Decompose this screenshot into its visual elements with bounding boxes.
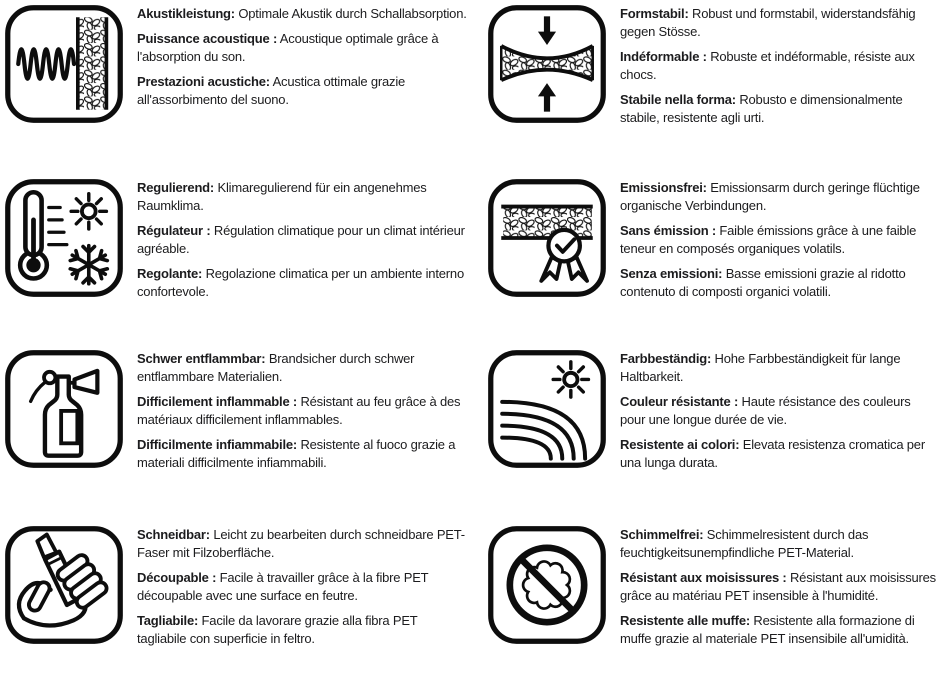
feature-card-emission — [468, 170, 936, 340]
paragraph-fr: Sans émission : Faible émissions grâce à une faible teneur en composés organiques volatils. — [620, 223, 917, 256]
paragraph-it: Difficilmente infiammabile: Resistente al fuoco grazie a materiali difficilmente infiammabili. — [137, 437, 456, 470]
label-fr: Résistant aux moisissures : — [620, 570, 787, 585]
feature-card-shape-stability — [468, 0, 936, 170]
label-it: Regolante: — [137, 266, 203, 281]
label-it: Prestazioni acustiche: — [137, 74, 270, 89]
label-de: Schimmelfrei: — [620, 527, 704, 542]
label-fr: Puissance acoustique : — [137, 31, 278, 46]
label-de: Akustikleistung: — [137, 6, 235, 21]
feature-text-climate — [137, 177, 468, 308]
paragraph-it: Prestazioni acustiche: Acustica ottimale grazie all'assorbimento del suono. — [137, 74, 406, 107]
label-it: Resistente ai colori: — [620, 437, 740, 452]
paragraph-de: Akustikleistung: Optimale Akustik durch Schallabsorption. — [137, 6, 467, 21]
paragraph-fr: Résistant aux moisissures : Résistant aux moisissures grâce au matériau PET insensible à l'humidité. — [620, 570, 936, 603]
paragraph-fr: Couleur résistante : Haute résistance des couleurs pour une longue durée de vie. — [620, 394, 911, 427]
paragraph-de: Schimmelfrei: Schimmelresistent durch das feuchtigkeitsunempfindliche PET-Material. — [620, 527, 869, 560]
compression-resistance-icon — [486, 3, 608, 125]
label-it: Stabile nella forma: — [620, 92, 736, 107]
feature-card-acoustic — [0, 0, 468, 170]
label-it: Difficilmente infiammabile: — [137, 437, 298, 452]
color-fastness-icon — [486, 348, 608, 470]
feature-card-colorfast — [468, 340, 936, 510]
feature-text-cuttable — [137, 524, 468, 655]
low-emission-certificate-icon — [486, 177, 608, 299]
paragraph-it: Regolante: Regolazione climatica per un ambiente interno confortevole. — [137, 266, 464, 299]
paragraph-de: Schwer entflammbar: Brandsicher durch schwer entflammbare Materialien. — [137, 351, 415, 384]
feature-text-emission — [620, 177, 936, 308]
climate-regulation-icon — [3, 177, 125, 299]
label-it: Tagliabile: — [137, 613, 199, 628]
label-fr: Découpable : — [137, 570, 217, 585]
paragraph-de: Emissionsfrei: Emissionsarm durch geringe flüchtige organische Verbindungen. — [620, 180, 920, 213]
label-de: Schneidbar: — [137, 527, 210, 542]
feature-text-mold — [620, 524, 936, 655]
cutter-hand-icon — [3, 524, 125, 646]
label-de: Formstabil: — [620, 6, 689, 21]
label-it: Resistente alle muffe: — [620, 613, 750, 628]
paragraph-fr: Découpable : Facile à travailler grâce à la fibre PET découpable avec une surface en feutre. — [137, 570, 429, 603]
label-fr: Indéformable : — [620, 49, 707, 64]
feature-card-cuttable — [0, 510, 468, 680]
feature-text-shape-stability — [620, 3, 936, 134]
paragraph-it: Resistente ai colori: Elevata resistenza cromatica per una lunga durata. — [620, 437, 925, 470]
paragraph-it: Tagliabile: Facile da lavorare grazie alla fibra PET tagliabile con superficie in feltro. — [137, 613, 418, 646]
paragraph-it: Stabile nella forma: Robusto e dimensionalmente stabile, resistente agli urti. — [620, 92, 903, 125]
paragraph-it: Resistente alle muffe: Resistente alla formazione di muffe grazie al materiale PET insensibile all'umidità. — [620, 613, 915, 646]
no-mold-icon — [486, 524, 608, 646]
label-it: Senza emissioni: — [620, 266, 723, 281]
label-fr: Sans émission : — [620, 223, 716, 238]
label-de: Farbbeständig: — [620, 351, 712, 366]
paragraph-de: Regulierend: Klimaregulierend für ein angenehmes Raumklima. — [137, 180, 427, 213]
paragraph-de: Schneidbar: Leicht zu bearbeiten durch schneidbare PET-Faser mit Filzoberfläche. — [137, 527, 465, 560]
paragraph-fr: Difficilement inflammable : Résistant au feu grâce à des matériaux difficilement inflammables. — [137, 394, 461, 427]
feature-text-colorfast — [620, 348, 936, 479]
paragraph-it: Senza emissioni: Basse emissioni grazie al ridotto contenuto di composti organici volatili. — [620, 266, 906, 299]
paragraph-de: Formstabil: Robust und formstabil, widerstandsfähig gegen Stösse. — [620, 6, 916, 39]
label-de: Emissionsfrei: — [620, 180, 707, 195]
label-de: Schwer entflammbar: — [137, 351, 266, 366]
feature-card-flame — [0, 340, 468, 510]
paragraph-fr: Indéformable : Robuste et indéformable, résiste aux chocs. — [620, 49, 915, 82]
label-fr: Difficilement inflammable : — [137, 394, 298, 409]
label-fr: Couleur résistante : — [620, 394, 739, 409]
feature-text-flame — [137, 348, 468, 479]
paragraph-fr: Régulateur : Régulation climatique pour un climat intérieur agréable. — [137, 223, 465, 256]
paragraph-de: Farbbeständig: Hohe Farbbeständigkeit für lange Haltbarkeit. — [620, 351, 901, 384]
fire-extinguisher-icon — [3, 348, 125, 470]
sound-absorption-icon — [3, 3, 125, 125]
feature-card-climate — [0, 170, 468, 340]
feature-card-mold — [468, 510, 936, 680]
feature-text-acoustic — [137, 3, 468, 116]
label-fr: Régulateur : — [137, 223, 211, 238]
label-de: Regulierend: — [137, 180, 215, 195]
paragraph-fr: Puissance acoustique : Acoustique optimale grâce à l'absorption du son. — [137, 31, 439, 64]
